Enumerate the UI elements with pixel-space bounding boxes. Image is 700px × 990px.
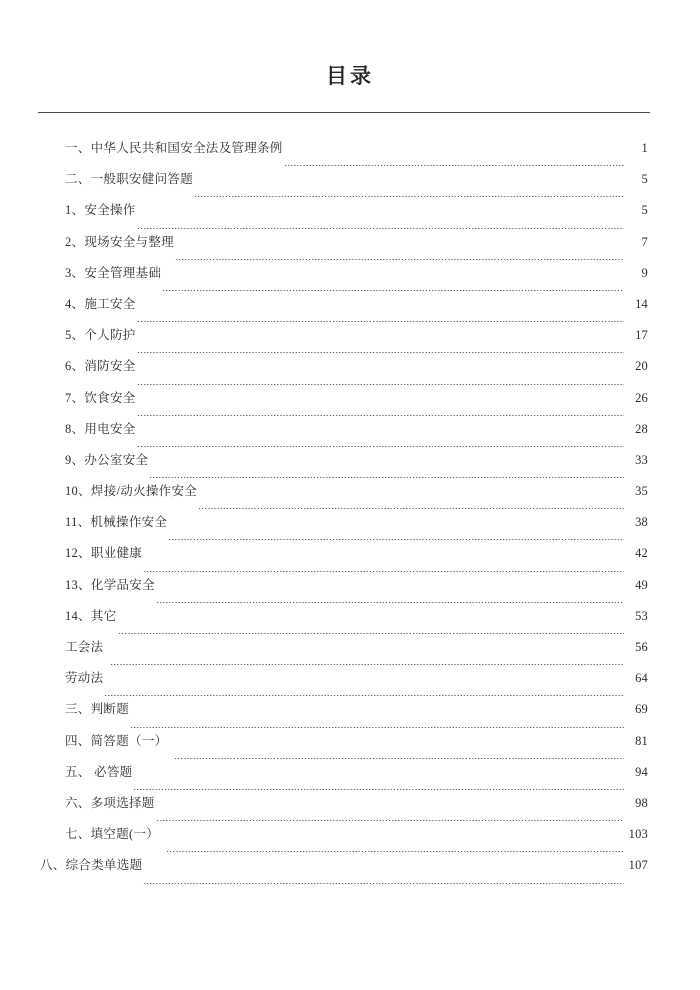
- toc-entry-label: 14、其它: [65, 608, 117, 623]
- toc-entry[interactable]: [0, 637, 700, 668]
- toc-entry[interactable]: [0, 388, 700, 419]
- toc-entry-page-number: 7: [641, 234, 648, 249]
- toc-entry-label: 七、填空题(一）: [65, 827, 160, 842]
- toc-dot-leader: [130, 727, 624, 728]
- toc-entry-page-number: 81: [635, 733, 648, 748]
- toc-entry-label: 劳动法: [65, 671, 104, 686]
- toc-dot-leader: [137, 321, 624, 322]
- toc-entry[interactable]: [0, 450, 700, 481]
- toc-entry-page-number: 1: [641, 141, 648, 155]
- toc-entry-label: 2、现场安全与整理: [65, 234, 174, 249]
- toc-entry-label: 五、 必答题: [65, 764, 133, 779]
- toc-entry-label: 四、简答题（一）: [65, 733, 168, 748]
- toc-entry-label: 三、判断题: [65, 702, 130, 717]
- toc-entry-page-number: 103: [628, 827, 648, 842]
- toc-entry[interactable]: [0, 200, 700, 231]
- toc-entry-label: 二、一般职安健问答题: [65, 172, 194, 187]
- toc-entry-page-number: 14: [635, 296, 648, 311]
- toc-entry[interactable]: [0, 543, 700, 574]
- toc-entry[interactable]: [0, 356, 700, 387]
- toc-entry[interactable]: [0, 232, 700, 263]
- toc-entry[interactable]: [0, 263, 700, 294]
- toc-entry[interactable]: [0, 169, 700, 200]
- toc-entry-page-number: 17: [635, 328, 648, 343]
- toc-dot-leader: [104, 695, 624, 696]
- toc-dot-leader: [168, 539, 624, 540]
- toc-entry-page-number: 9: [641, 265, 648, 280]
- toc-dot-leader: [137, 446, 624, 447]
- toc-entry[interactable]: [0, 575, 700, 606]
- toc-entry-label: 8、用电安全: [65, 421, 136, 436]
- toc-entry[interactable]: [0, 824, 700, 855]
- toc-entry-label: 10、焊接/动火操作安全: [65, 484, 198, 499]
- toc-dot-leader: [156, 820, 624, 821]
- toc-entry[interactable]: [0, 294, 700, 325]
- toc-entry-label: 3、安全管理基础: [65, 265, 162, 280]
- toc-dot-leader: [118, 633, 624, 634]
- toc-entry-page-number: 107: [628, 858, 648, 873]
- table-of-contents: [0, 138, 700, 887]
- toc-entry[interactable]: [0, 668, 700, 699]
- toc-entry-page-number: 35: [635, 484, 648, 499]
- toc-dot-leader: [110, 664, 624, 665]
- toc-entry-label: 八、综合类单选题: [40, 858, 143, 873]
- toc-entry-label: 13、化学品安全: [65, 577, 155, 592]
- title-divider: [38, 112, 650, 113]
- page-title: 目录: [326, 64, 374, 88]
- toc-entry-page-number: 38: [635, 515, 648, 530]
- toc-entry[interactable]: [0, 138, 700, 169]
- toc-dot-leader: [194, 196, 624, 197]
- toc-dot-leader: [143, 571, 624, 572]
- toc-entry[interactable]: [0, 325, 700, 356]
- toc-entry[interactable]: [0, 606, 700, 637]
- toc-entry-label: 11、机械操作安全: [65, 515, 168, 530]
- toc-entry-label: 工会法: [65, 640, 104, 654]
- toc-entry-label: 一、中华人民共和国安全法及管理条例: [65, 141, 283, 155]
- toc-entry-page-number: 98: [635, 795, 648, 810]
- toc-dot-leader: [133, 789, 624, 790]
- toc-entry-label: 六、多项选择题: [65, 795, 155, 810]
- toc-dot-leader: [149, 477, 624, 478]
- toc-entry[interactable]: [0, 762, 700, 793]
- toc-entry[interactable]: [0, 793, 700, 824]
- toc-entry-page-number: 56: [635, 640, 648, 654]
- toc-entry-label: 12、职业健康: [65, 546, 143, 561]
- toc-entry[interactable]: [0, 419, 700, 450]
- toc-entry-page-number: 5: [641, 172, 648, 187]
- toc-entry-label: 4、施工安全: [65, 296, 136, 311]
- toc-dot-leader: [143, 883, 624, 884]
- toc-entry[interactable]: [0, 699, 700, 730]
- toc-entry-label: 1、安全操作: [65, 203, 136, 218]
- toc-entry-page-number: 94: [635, 764, 648, 779]
- toc-entry-page-number: 64: [635, 671, 648, 686]
- toc-entry-label: 9、办公室安全: [65, 452, 149, 467]
- toc-entry-page-number: 26: [635, 390, 648, 405]
- toc-entry-page-number: 5: [641, 203, 648, 218]
- toc-entry-page-number: 20: [635, 359, 648, 374]
- toc-entry-page-number: 42: [635, 546, 648, 561]
- toc-entry[interactable]: [0, 731, 700, 762]
- toc-entry[interactable]: [0, 855, 700, 886]
- toc-entry-label: 6、消防安全: [65, 359, 136, 374]
- toc-entry-label: 7、饮食安全: [65, 390, 136, 405]
- toc-entry-page-number: 49: [635, 577, 648, 592]
- toc-dot-leader: [162, 290, 624, 291]
- toc-dot-leader: [166, 851, 624, 852]
- toc-dot-leader: [137, 228, 624, 229]
- toc-dot-leader: [137, 352, 624, 353]
- toc-entry-page-number: 69: [635, 702, 648, 717]
- toc-dot-leader: [175, 259, 624, 260]
- toc-dot-leader: [137, 384, 624, 385]
- toc-dot-leader: [284, 165, 624, 166]
- toc-entry-page-number: 33: [635, 452, 648, 467]
- toc-entry-page-number: 28: [635, 421, 648, 436]
- toc-dot-leader: [174, 758, 624, 759]
- toc-entry-page-number: 53: [635, 608, 648, 623]
- toc-entry-label: 5、个人防护: [65, 328, 136, 343]
- toc-dot-leader: [156, 602, 624, 603]
- toc-dot-leader: [137, 415, 624, 416]
- toc-dot-leader: [198, 508, 624, 509]
- toc-entry[interactable]: [0, 512, 700, 543]
- toc-entry[interactable]: [0, 481, 700, 512]
